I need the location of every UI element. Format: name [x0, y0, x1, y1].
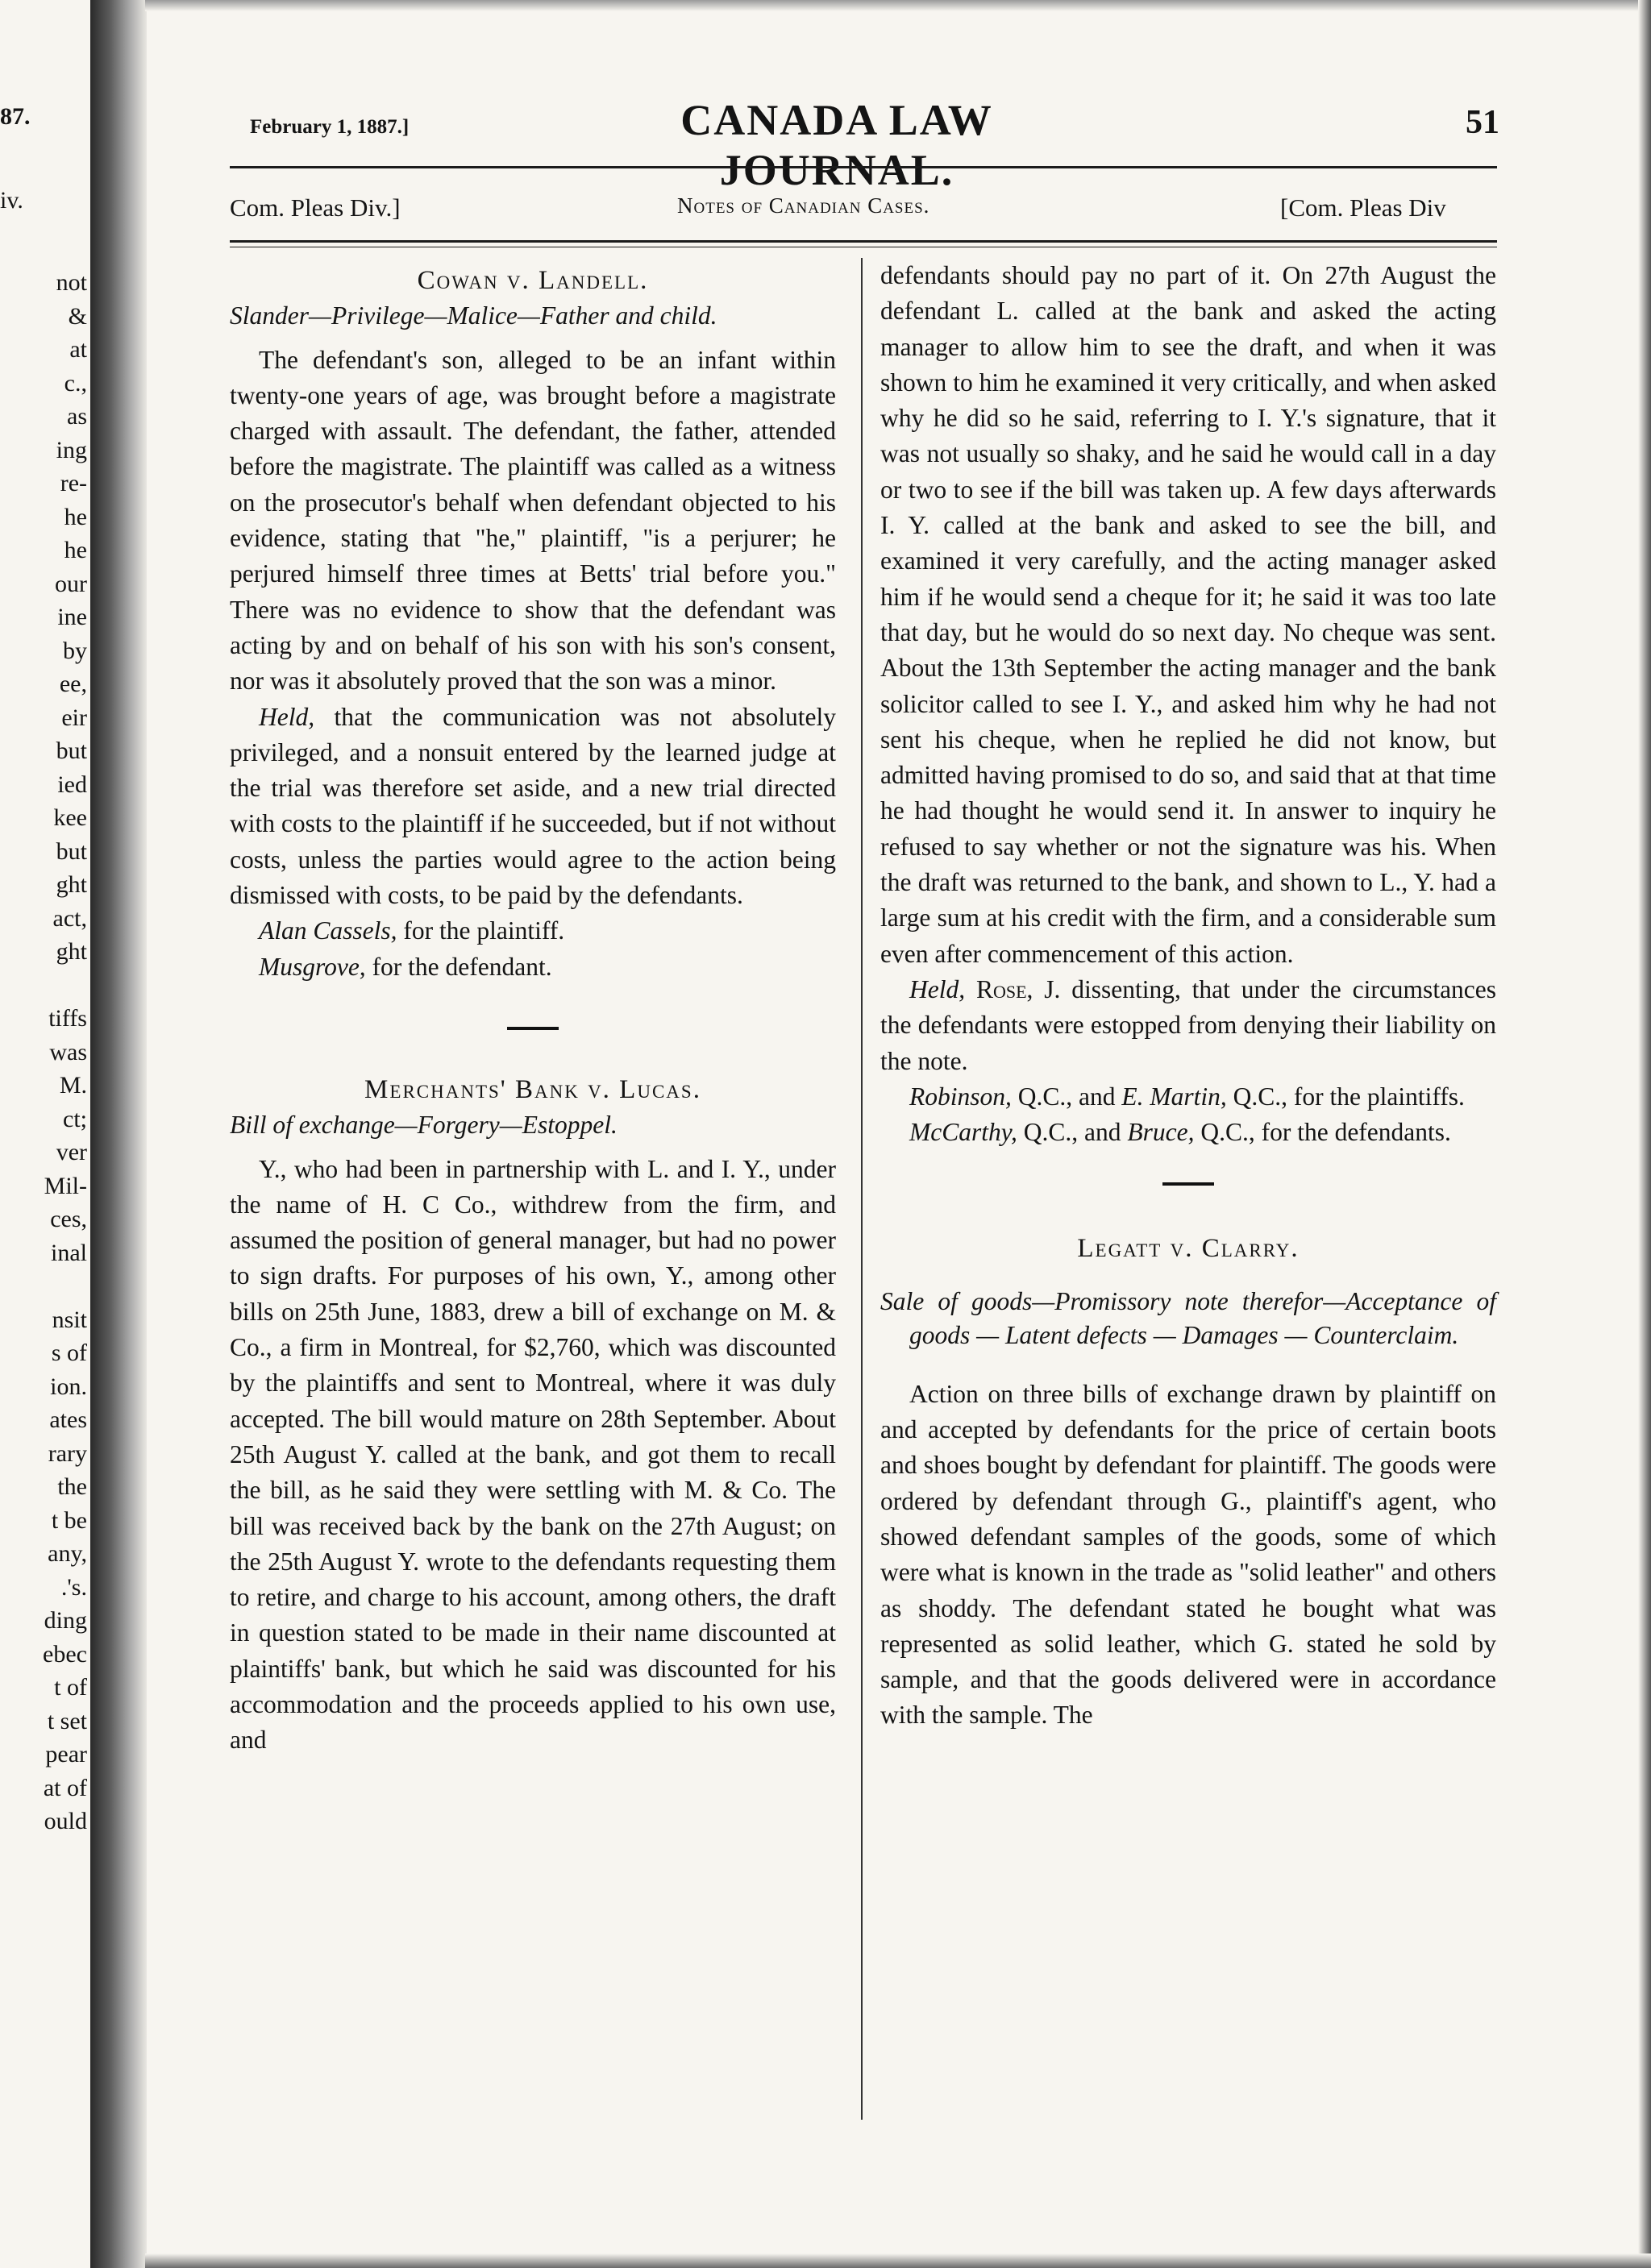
facing-page-line: kee [53, 804, 87, 831]
facing-page-line: inal [51, 1239, 87, 1266]
facing-page-line [0, 969, 90, 1003]
counsel-plaintiff-cowan [230, 913, 836, 949]
facing-page-line: ine [57, 604, 87, 630]
case-subtitle-merchants: Bill of exchange—Forgery—Estoppel. [230, 1111, 618, 1140]
facing-page-line: ver [56, 1139, 87, 1165]
section-title: Notes of Canadian Cases. [677, 193, 930, 218]
counsel-name: Bruce, [1127, 1118, 1195, 1147]
facing-page-line: our [55, 570, 87, 597]
counsel-defendants-merchants [880, 1115, 1496, 1150]
facing-page-line: Mil- [44, 1172, 87, 1199]
counsel-name: Alan Cassels, [259, 916, 397, 945]
case-facts-merchants-part1: Y., who had been in partnership with L. and I. Y., under the name of H. C Co., withdrew from the firm, and assumed the position of general manager, but had no power to sign drafts. For purposes of his own, Y., among other bills on 25th June, 1883, drew a bill of exchange on M. & Co., a firm in Montreal, for $2,760, which was discounted by the plaintiffs and sent to Montreal, where it was duly accepted. The bill would mature on 28th September. About 25th August Y. called at the bank, and got them to recall the bill, as he said they were settling with M. & Co. The bill was received back by the bank on the 27th August; on the 25th August Y. wrote to the defendants requesting them to retire, and charge to his account, among others, the draft in question stated to be made in their name discounted at plaintiffs' bank, but which he said was discounted for his accommodation and the proceeds applied to his own use, and [230, 1154, 836, 1755]
facing-page-line: t be [51, 1506, 87, 1534]
facing-page-line: ght [56, 871, 87, 898]
facing-page-line: .'s. [60, 1573, 87, 1601]
page-number: 51 [1466, 104, 1499, 141]
facing-page-line: ces, [50, 1206, 87, 1232]
facing-page-line: act, [52, 904, 87, 932]
facing-page-line: s of [51, 1340, 87, 1366]
facing-page-line: pear [45, 1741, 87, 1767]
case-separator [1162, 1182, 1214, 1186]
facing-page-line: any, [48, 1540, 87, 1567]
facing-page-line: M. [59, 1072, 87, 1099]
counsel-joiner: Q.C., and [1017, 1082, 1116, 1111]
case-facts-cowan: The defendant's son, alleged to be an infant within twenty-one years of age, was brought before a magistrate charged with assault. The defendant, the father, attended before the magistrate. The plaintiff was called as a witness on the prosecutor's behalf when defendant objected to his evidence, stating that "he," plaintiff, "is a perjurer; he perjured himself three times at Betts' trial before you." There was no evidence to show that the defendant was acting by and on behalf of his son with his son's consent, nor was it absolutely proved that the son was a minor. [230, 345, 836, 696]
counsel-role: Q.C., for the defendants. [1200, 1118, 1451, 1147]
facing-page-line: re- [60, 470, 87, 496]
division-label-left: Com. Pleas Div.] [230, 193, 401, 222]
held-label: Held, [259, 702, 315, 731]
facing-page-line: the [57, 1473, 87, 1500]
facing-page-line: he [64, 537, 87, 563]
facing-page-line: c., [64, 369, 87, 397]
case-facts-legatt: Action on three bills of exchange drawn by plaintiff on and accepted by defendants for the price of certain boots and shoes bought by defendant for plaintiff. The goods were ordered by defendant through G., plaintiff's agent, who showed defendant samples of the goods, some of which were what is known in the trade as "solid leather" and others as shoddy. The defendant stated he bought what was represented as solid leather, which G. stated he sold by sample, and that the goods delivered were in accordance with the sample. The [880, 1379, 1496, 1730]
facing-page-line [0, 1269, 90, 1303]
facing-page-folio: 87. [0, 103, 31, 130]
facing-page-line: ebec [43, 1640, 87, 1668]
facing-page-line: he [64, 503, 87, 530]
facing-page-line: & [68, 302, 87, 330]
column-divider [861, 258, 863, 2120]
case-facts-merchants-part2: defendants should pay no part of it. On 27th August the defendant L. called at the bank and asked the acting manager to allow him to see the draft, and when it was shown to him he examined it very critically, and when asked why he did so he said, referring to I. Y.'s signature, that it was not usually so shaky, and he said he would call in a day or two to see if the bill was taken up. A few days afterwards I. Y. called at the bank and asked to see the bill, and examined it very carefully, and the acting manager asked him if he would send a cheque for it; he said it was too late that day, but he would do so next day. No cheque was sent. About the 13th September the acting manager and the bank solicitor called to see I. Y., and asked him why he had not sent his cheque, when he replied he did not know, but admitted having promised to do so, and said that at that time he had thought he would send it. In answer to inquiry he refused to say whether or not the signature was his. When the draft was returned to the bank, and shown to L., Y. had a large sum at his credit with the firm, and a considerable sum even after commencement of this action. [880, 261, 1496, 968]
dissenting-judge: Rose, [975, 974, 1033, 1003]
facing-page-line: t of [54, 1674, 87, 1701]
case-separator [507, 1027, 559, 1030]
facing-page-line: ght [56, 938, 87, 965]
facing-page-line: by [63, 637, 87, 664]
facing-page-line: ing [56, 436, 87, 463]
counsel-name: Robinson, [909, 1082, 1012, 1111]
facing-page-line: rary [48, 1439, 87, 1467]
facing-page-line: ould [44, 1808, 87, 1834]
binding-gutter [90, 0, 147, 2268]
held-text: that the communication was not absolutely privileged, and a nonsuit entered by the learned judge at the trial was therefore set aside, and a new trial directed with costs to the plaintiff if he succeeded, but if not without costs, unless the parties would agree to the action being dismissed with costs, to be paid by the defendants. [230, 702, 837, 910]
facing-page-division: iv. [0, 187, 23, 214]
facing-page-line: but [56, 737, 87, 764]
case-title-merchants: Merchants' Bank v. Lucas. [364, 1074, 701, 1104]
case-holding-merchants [880, 972, 1496, 1079]
counsel-role: for the plaintiff. [403, 916, 565, 945]
counsel-name: Musgrove, [259, 952, 366, 981]
facing-page-line: ee, [59, 671, 87, 697]
facing-page-line: ion. [50, 1373, 87, 1400]
case-holding-cowan [230, 700, 836, 914]
held-label: Held, [909, 974, 966, 1003]
right-column [880, 258, 1496, 1734]
issue-date: February 1, 1887.] [250, 116, 410, 138]
journal-title: CANADA LAW JOURNAL. [680, 96, 993, 194]
facing-page-line: ct; [63, 1105, 87, 1132]
case-title-legatt: Legatt v. Clarry. [1077, 1234, 1300, 1264]
facing-page-line: but [56, 837, 87, 865]
facing-page-line: ding [44, 1607, 87, 1634]
page-edge-bottom [145, 2253, 1651, 2268]
header-rule-top [230, 166, 1497, 168]
facing-page-line: nsit [52, 1306, 87, 1333]
case-subtitle-legatt: Sale of goods—Promissory note therefor—Acceptance of goods — Latent defects — Damages — Counterclaim. [880, 1286, 1496, 1349]
facing-page-line: as [67, 403, 87, 430]
counsel-role: for the defendant. [372, 952, 552, 981]
counsel-joiner: Q.C., and [1023, 1118, 1121, 1147]
division-label-right: [Com. Pleas Div [1280, 193, 1446, 222]
page-edge-top [145, 0, 1651, 11]
facing-page-line: at of [43, 1774, 87, 1801]
case-subtitle-cowan: Slander—Privilege—Malice—Father and child. [230, 301, 717, 330]
facing-page-line: eir [61, 704, 87, 731]
counsel-plaintiffs-merchants [880, 1079, 1496, 1115]
facing-page-line: was [49, 1038, 87, 1065]
facing-page-line: ates [49, 1406, 87, 1433]
left-column [230, 258, 836, 1759]
counsel-name: E. Martin, [1121, 1082, 1227, 1111]
counsel-name: McCarthy, [909, 1118, 1017, 1147]
counsel-defendant-cowan [230, 949, 836, 985]
facing-page-line: t set [47, 1707, 87, 1734]
held-text: J. dissenting, that under the circumstances the defendants were estopped from denying their liability on the note. [880, 974, 1497, 1075]
header-rule-bottom [230, 240, 1497, 243]
facing-page-line: ied [57, 771, 87, 798]
counsel-role: Q.C., for the plaintiffs. [1233, 1082, 1465, 1111]
facing-page-line: not [56, 269, 87, 296]
facing-page-fragment [0, 0, 90, 2268]
facing-page-lines [0, 266, 90, 1838]
facing-page-line: at [69, 336, 87, 363]
facing-page-line: tiffs [48, 1005, 87, 1032]
case-title-cowan: Cowan v. Landell. [417, 266, 649, 295]
page-edge-right [1638, 0, 1651, 2268]
